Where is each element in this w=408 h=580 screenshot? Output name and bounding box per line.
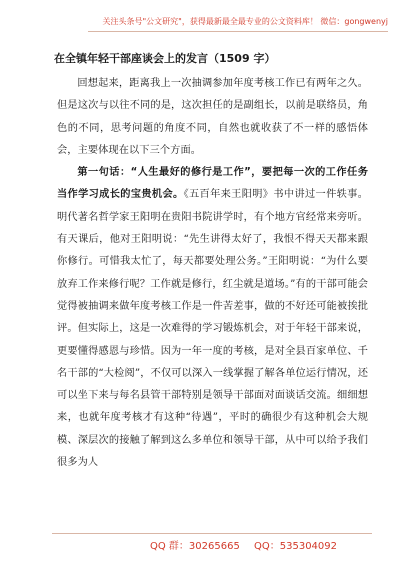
document-body bbox=[54, 50, 368, 474]
paragraph-first-point-heading: 第一句话：“人生最好的修行是工作”，要把每一次的工作任务当作学习成长的宝贵机会。 bbox=[57, 167, 368, 201]
paragraph-intro bbox=[57, 73, 368, 162]
top-banner bbox=[88, 14, 388, 32]
banner-text: 关注头条号"公文研究"，获得最新最全最专业的公文资料库！ 微信：gongwenyj bbox=[102, 17, 388, 26]
paragraph-intro-text: 回想起来，距离我上一次抽调参加年度考核工作已有两年之久。但是这次与以往不同的是，这次担任的是副组长，以前是联络员，角色的不同，思考问题的角度不同，自然也就收获了不一样的感悟体会，主要体现在以下三个方面。 bbox=[57, 78, 368, 156]
footer-qq-group: QQ 群：30265665 bbox=[150, 541, 240, 552]
footer-bar bbox=[52, 533, 372, 560]
paragraph-first-point-text: 《五百年来王阳明》书中讲过一件轶事。明代著名哲学家王阳明在贵阳书院讲学时，有个地方官经常来旁听。有天课后，他对王阳明说：“先生讲得太好了，我恨不得天天都来跟你修行。可惜我太忙了，每天都要处理公务。”王阳明说：“为什么要放弃工作来修行呢？工作就是修行，红尘就是道场。”有的干部可能会觉得被抽调来做年度考核工作是一件苦差事，做的不好还可能被挨批评。但实际上，这是一次难得的学习锻炼机会，对于年轻干部来说，更要懂得感恩与珍惜。因为一年一度的考核，是对全县百家单位、千名干部的“大检阅”，不仅可以深入一线掌握了解各单位运行情况，还可以坐下来与每名县管干部特别是领导干部面对面谈话交流。细细想来，也就年度考核才有这种“待遇”，平时的确很少有这种机会大规模、深层次的接触了解到这么多单位和领导干部，从中可以给予我们很多为人 bbox=[57, 189, 368, 469]
footer-qq-number: QQ：535304092 bbox=[254, 541, 338, 552]
paragraph-first-point bbox=[57, 162, 368, 474]
document-title: 在全镇年轻干部座谈会上的发言（1509 字） bbox=[54, 52, 276, 65]
